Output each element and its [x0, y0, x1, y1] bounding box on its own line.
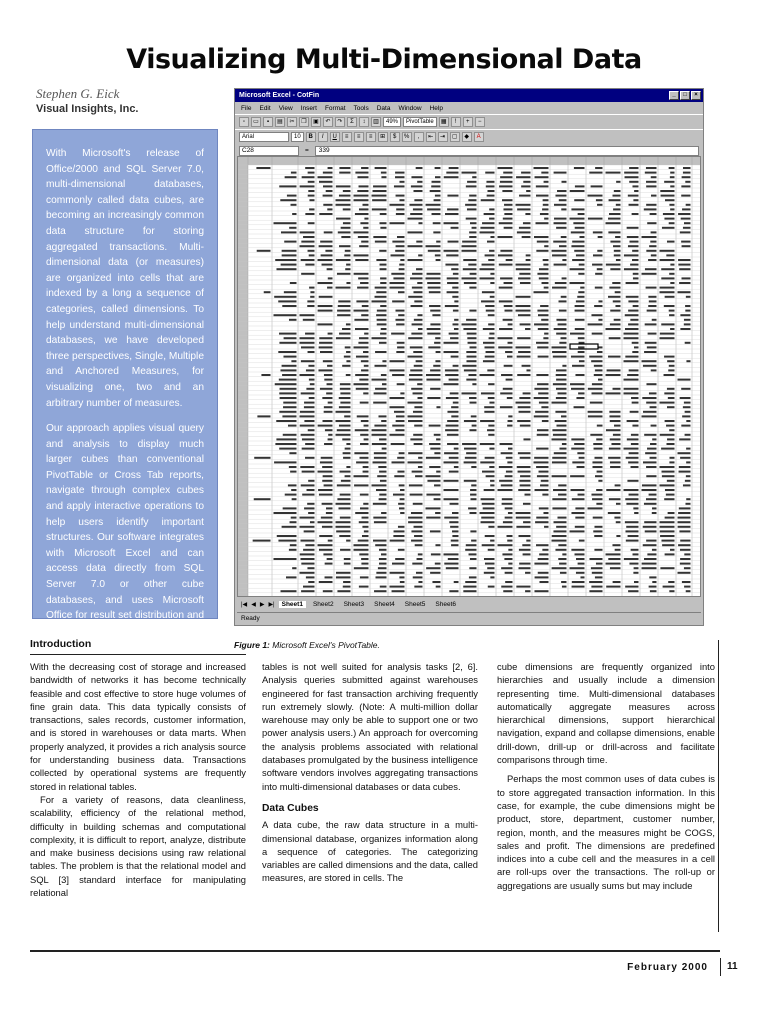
name-box[interactable]: C28: [239, 146, 299, 156]
body-paragraph: For a variety of reasons, data cleanliness, scalability, efficiency of the relational method, difficulty in building schemas and computational complexity, it is difficult to report, analyze, distribute and make business decisions using raw relational tables. The problem is that the relational model and SQL [3] standard interface for manipulating relational: [30, 793, 246, 899]
column-divider: [718, 640, 719, 932]
column-rule: [30, 654, 246, 655]
autosum-icon[interactable]: Σ: [347, 117, 357, 127]
next-sheet-icon[interactable]: ▶: [259, 601, 265, 608]
fill-color-icon[interactable]: ◆: [462, 132, 472, 142]
menu-item-data[interactable]: Data: [376, 104, 391, 112]
increase-indent-icon[interactable]: ⇥: [438, 132, 448, 142]
excel-menu-bar: [235, 102, 703, 114]
bold-icon[interactable]: B: [306, 132, 316, 142]
font-name-select[interactable]: Arial: [239, 132, 289, 142]
menu-item-file[interactable]: File: [241, 104, 252, 112]
font-size-select[interactable]: 10: [291, 132, 304, 142]
prev-sheet-icon[interactable]: ◀: [251, 601, 256, 608]
introduction-heading: Introduction: [30, 638, 92, 650]
sheet-tab-sheet5[interactable]: Sheet5: [404, 600, 426, 608]
formula-input[interactable]: 339: [315, 146, 699, 156]
author-affiliation: Visual Insights, Inc.: [36, 103, 139, 115]
save-icon[interactable]: ▪: [263, 117, 273, 127]
last-sheet-icon[interactable]: ▶|: [268, 601, 275, 608]
decrease-indent-icon[interactable]: ⇤: [426, 132, 436, 142]
align-left-icon[interactable]: ≡: [342, 132, 352, 142]
figure-label: Figure 1:: [234, 640, 270, 650]
body-paragraph: cube dimensions are frequently organized into hierarchies and usually include a dimension representing time. Multi-dimensional databases automatically aggregate measures across hierarchical dimensions, support hierarchical navigation, expand and collapse dimensions, enable drill-down, drill-up or drill-across and facilitate comparisons through time.: [497, 661, 715, 766]
italic-icon[interactable]: I: [318, 132, 328, 142]
abstract-paragraph: With Microsoft's release of Office/2000 and SQL Server 7.0, multi-dimensional databases, commonly called data cubes, are becoming an increasingly common data structure for storing aggregated transactions. Multi-dimensional data (or measures) are organized into cells that are indexed by a long a sequence of categories, called dimensions. To help understand multi-dimensional databases, we have developed three perspectives, Single, Multiple and Anchored Measures, for visualizing one, two and an arbitrary number of measures.: [46, 148, 204, 409]
excel-window-title: Microsoft Excel - CotFin: [239, 92, 320, 99]
menu-item-edit[interactable]: Edit: [259, 104, 271, 112]
menu-item-tools[interactable]: Tools: [353, 104, 369, 112]
comma-icon[interactable]: ,: [414, 132, 424, 142]
new-file-icon[interactable]: ▫: [239, 117, 249, 127]
redo-icon[interactable]: ↷: [335, 117, 345, 127]
menu-item-help[interactable]: Help: [429, 104, 443, 112]
footer-divider: [720, 958, 721, 976]
sheet-tab-sheet2[interactable]: Sheet2: [312, 600, 334, 608]
font-color-icon[interactable]: A: [474, 132, 484, 142]
open-file-icon[interactable]: ▭: [251, 117, 261, 127]
refresh-icon[interactable]: !: [451, 117, 461, 127]
sheet-tab-sheet6[interactable]: Sheet6: [435, 600, 456, 608]
close-icon[interactable]: ×: [691, 91, 701, 100]
equals-icon: =: [305, 147, 309, 154]
excel-formatting-toolbar: [235, 129, 703, 144]
menu-item-view[interactable]: View: [278, 104, 293, 112]
page-number: 11: [727, 961, 738, 972]
minimize-icon[interactable]: _: [669, 91, 679, 100]
cut-icon[interactable]: ✂: [287, 117, 297, 127]
body-paragraph: With the decreasing cost of storage and increased bandwidth of networks it has become technically feasible and cost effective to store huge volumes of fine grain data. This data typically consists of transactions, sales records, customer information, and is stored in warehouses or data marts. When properly analyzed, it provides a rich analysis source for understanding business data. Transactions collected by operational systems are frequently stored in relational tables.: [30, 661, 246, 792]
print-icon[interactable]: ▤: [275, 117, 285, 127]
chart-wizard-icon[interactable]: ▥: [371, 117, 381, 127]
menu-item-insert[interactable]: Insert: [300, 104, 317, 112]
excel-standard-toolbar: [235, 114, 703, 129]
show-detail-icon[interactable]: +: [463, 117, 473, 127]
sheet-tabs: [237, 598, 701, 610]
issue-date: February 2000: [627, 962, 708, 973]
currency-icon[interactable]: $: [390, 132, 400, 142]
body-paragraph: A data cube, the raw data structure in a multi-dimensional database, organizes information along a sequence of categories. The categorizing variables are called dimensions and the data, called measures, are stored in cells. The: [262, 819, 478, 884]
first-sheet-icon[interactable]: |◀: [241, 601, 248, 608]
underline-icon[interactable]: U: [330, 132, 340, 142]
author-name: Stephen G. Eick: [36, 86, 120, 101]
abstract-box: [32, 129, 218, 637]
hide-detail-icon[interactable]: −: [475, 117, 485, 127]
copy-icon[interactable]: ❐: [299, 117, 309, 127]
pivot-table-grid: [238, 157, 700, 596]
menu-item-format[interactable]: Format: [324, 104, 346, 112]
sheet-tab-sheet3[interactable]: Sheet3: [343, 600, 365, 608]
sort-icon[interactable]: ↕: [359, 117, 369, 127]
text-column-3: [497, 660, 715, 892]
percent-icon[interactable]: %: [402, 132, 412, 142]
text-column-2: [262, 660, 478, 885]
sheet-tab-sheet4[interactable]: Sheet4: [374, 600, 395, 608]
borders-icon[interactable]: ▢: [450, 132, 460, 142]
undo-icon[interactable]: ↶: [323, 117, 333, 127]
data-cubes-heading: Data Cubes: [262, 802, 319, 814]
sheet-tab-sheet1[interactable]: Sheet1: [279, 601, 306, 608]
pivot-field-icon[interactable]: ▦: [439, 117, 449, 127]
body-paragraph: Perhaps the most common uses of data cubes is to store aggregated transaction information. In this case, for example, the cube dimensions might be product, store, department, customer number, region, month, and the measures might be COGS, sales and profit. The dimensions are predefined indices into a cube cell and the measures in a cell are roll-ups over the transactions. The roll-up or aggregations are usually sums but may include: [497, 773, 715, 891]
excel-title-bar: [235, 89, 703, 102]
abstract-paragraph: Our approach applies visual query and analysis to display much larger cubes than conventional PivotTable or Cross Tab reports, navigate through complex cubes and apply interactive operations to help users identify important structures. Our software integrates with Microsoft Excel and can access data directly from SQL Server 7.0 or other cube databases, and uses Microsoft Office for result set distribution and reporting.: [46, 423, 204, 637]
align-center-icon[interactable]: ≡: [354, 132, 364, 142]
align-right-icon[interactable]: ≡: [366, 132, 376, 142]
maximize-icon[interactable]: □: [680, 91, 690, 100]
figure-caption-text: Microsoft Excel's PivotTable.: [272, 640, 380, 650]
spreadsheet-grid[interactable]: [237, 156, 701, 597]
status-bar: Ready: [237, 612, 701, 624]
pivot-table-button[interactable]: PivotTable: [403, 117, 437, 127]
paste-icon[interactable]: ▣: [311, 117, 321, 127]
article-title: Visualizing Multi-Dimensional Data: [126, 44, 642, 75]
footer-rule: [30, 950, 720, 952]
excel-screenshot: [234, 88, 704, 626]
zoom-select[interactable]: 49%: [383, 117, 401, 127]
merge-center-icon[interactable]: ⊞: [378, 132, 388, 142]
menu-item-window[interactable]: Window: [398, 104, 422, 112]
body-paragraph: tables is not well suited for analysis tasks [2, 6]. Analysis queries submitted against warehouses engineered for fast transaction archiving frequently run extremely slowly. (Note: A multi-million dollar warehouse may only be able to support one or two power analysis users.) An approach for overcoming the analysis problems associated with relational databases promulgated by the business intelligence software vendors involves aggregating transactions into multi-dimensional databases or data cubes.: [262, 661, 478, 792]
figure-caption: [234, 640, 380, 650]
text-column-1: [30, 660, 246, 899]
